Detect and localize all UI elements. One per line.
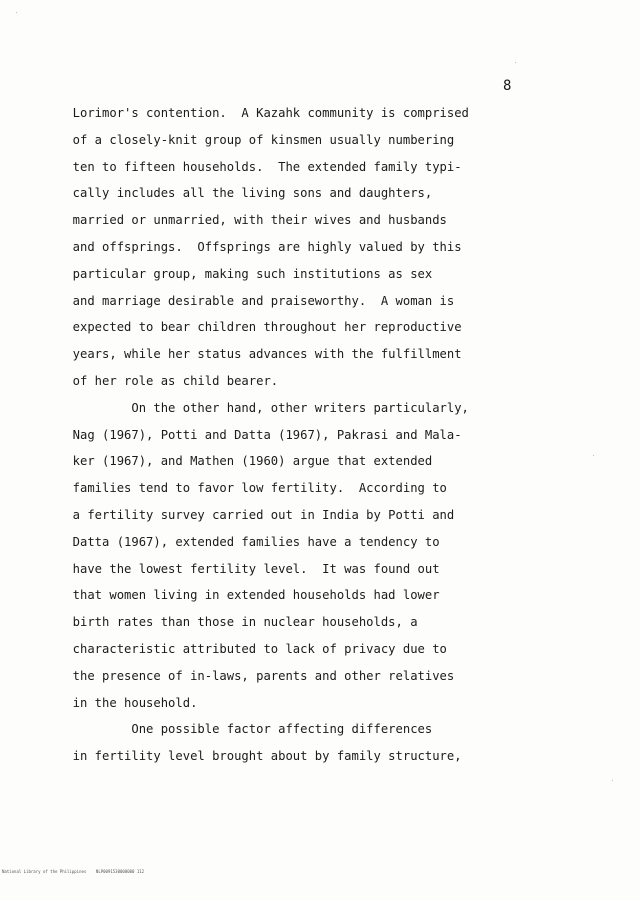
scan-speck — [612, 780, 613, 781]
text-line: of her role as child bearer. — [58, 373, 279, 388]
text-line: of a closely-knit group of kinsmen usually numbering — [58, 132, 455, 147]
text-line: particular group, making such institutions as sex — [58, 266, 433, 281]
text-line: cally includes all the living sons and daughters, — [58, 186, 433, 201]
scan-speck — [515, 62, 516, 63]
text-line: in fertility level brought about by family structure, — [58, 749, 462, 764]
page-number: 8 — [503, 78, 512, 94]
text-line: One possible factor affecting differences — [58, 722, 433, 737]
text-line: On the other hand, other writers particularly, — [58, 400, 469, 415]
text-line: Lorimor's contention. A Kazahk community is comprised — [58, 106, 469, 120]
text-line: ten to fifteen households. The extended family typi- — [58, 159, 462, 174]
text-line: characteristic attributed to lack of privacy due to — [58, 641, 447, 656]
text-line: years, while her status advances with the fulfillment — [58, 347, 462, 362]
scan-speck — [16, 12, 17, 13]
text-line: and offsprings. Offsprings are highly valued by this — [58, 239, 462, 254]
text-line: that women living in extended households had lower — [58, 588, 440, 603]
text-line: the presence of in-laws, parents and other relatives — [58, 668, 455, 683]
text-line: Datta (1967), extended families have a tendency to — [58, 534, 440, 549]
text-line: birth rates than those in nuclear households, a — [58, 615, 418, 630]
text-line: ker (1967), and Mathen (1960) argue that extended — [58, 454, 433, 469]
scan-footer: National Library of the Philippines NLP0091530000000 112 — [2, 869, 145, 874]
text-line: Nag (1967), Potti and Datta (1967), Pakrasi and Mala- — [58, 427, 462, 442]
text-line: in the household. — [58, 695, 198, 710]
text-line: married or unmarried, with their wives and husbands — [58, 213, 447, 228]
text-line: and marriage desirable and praiseworthy. A woman is — [58, 293, 455, 308]
body-text — [58, 100, 618, 770]
text-line: a fertility survey carried out in India by Potti and — [58, 507, 455, 522]
text-line: expected to bear children throughout her reproductive — [58, 320, 462, 335]
text-line: have the lowest fertility level. It was found out — [58, 561, 440, 576]
text-line: families tend to favor low fertility. According to — [58, 481, 447, 496]
scan-speck — [593, 455, 594, 456]
